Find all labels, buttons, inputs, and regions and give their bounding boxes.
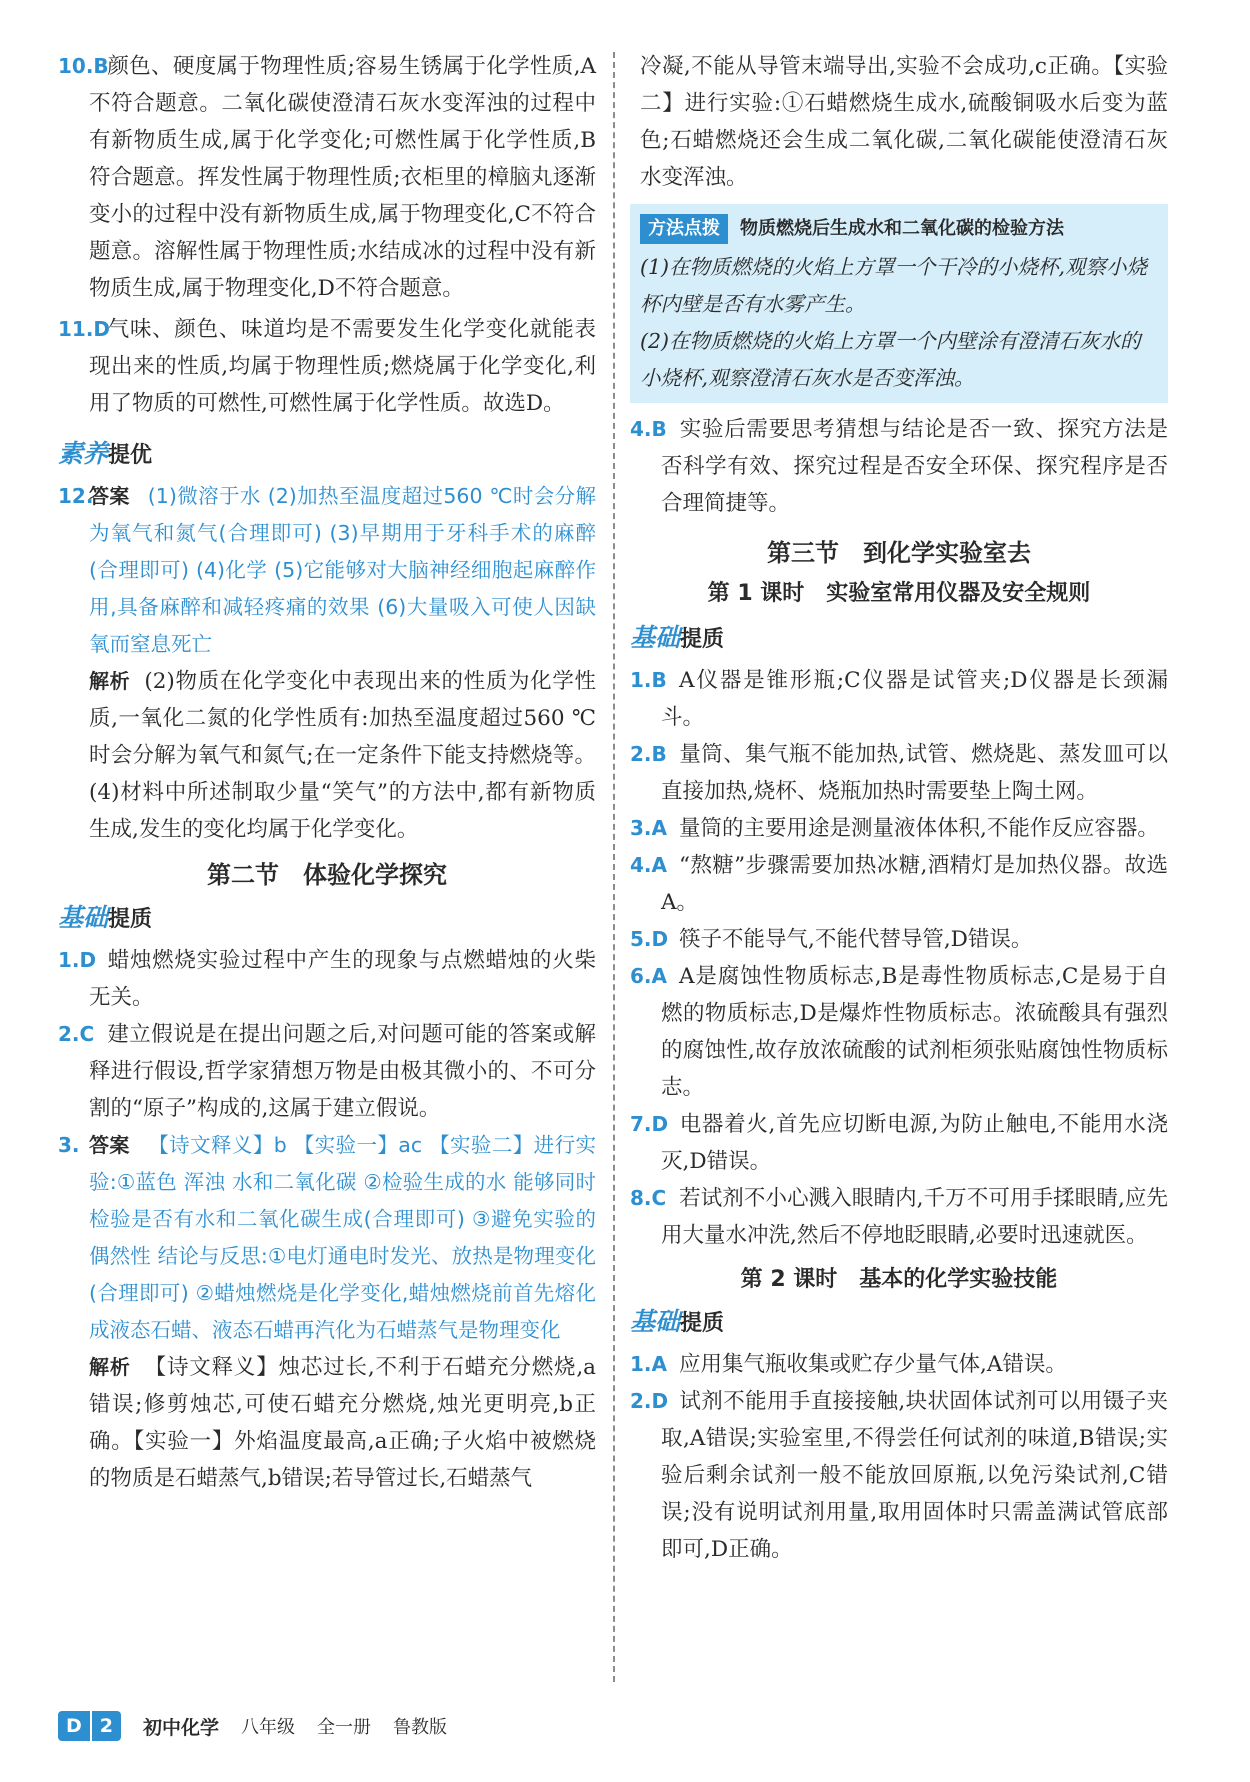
section-heading [58, 434, 596, 474]
analysis-label: 解析 [89, 1355, 131, 1379]
item-number: 10.B [58, 54, 109, 78]
analysis-text: 【诗文释义】烛芯过长,不利于石蜡充分燃烧,a错误;修剪烛芯,可使石蜡充分燃烧,烛光更明亮,b正确。【实验一】外焰温度最高,a正确;子火焰中被燃烧的物质是石蜡蒸气,b错误;若导管过长,石蜡蒸气 [89, 1355, 596, 1491]
chapter-title: 第二节 体验化学探究 [207, 861, 447, 889]
item-text: 颜色、硬度属于物理性质;容易生锈属于化学性质,A不符合题意。二氧化碳使澄清石灰水变浑浊的过程中有新物质生成,属于化学变化;可燃性属于化学性质,B符合题意。挥发性属于物理性质;衣柜里的樟脑丸逐渐变小的过程中没有新物质生成,属于物理变化,C不符合题意。溶解性属于物理性质;水结成冰的过程中没有新物质生成,属于物理变化,D不符合题意。 [89, 54, 596, 301]
tip-title: 物质燃烧后生成水和二氧化碳的检验方法 [740, 218, 1064, 239]
answer-item [630, 411, 1168, 522]
item-number: 1.D [58, 948, 97, 972]
item-text: A仪器是锥形瓶;C仪器是试管夹;D仪器是长颈漏斗。 [661, 668, 1168, 730]
section-heading-accent: 基础 [58, 903, 109, 932]
page-letter-badge: D [58, 1711, 90, 1741]
item-number: 1.B [630, 668, 667, 692]
item-text: 应用集气瓶收集或贮存少量气体,A错误。 [679, 1352, 1067, 1377]
lesson-title: 第 1 课时 实验室常用仪器及安全规则 [707, 581, 1091, 606]
tip-paragraph: (2)在物质燃烧的火焰上方罩一个内壁涂有澄清石灰水的小烧杯,观察澄清石灰水是否变浑浊。 [640, 329, 1141, 390]
tip-paragraph: (1)在物质燃烧的火焰上方罩一个干冷的小烧杯,观察小烧杯内壁是否有水雾产生。 [640, 255, 1148, 316]
footer-volume: 全一册 [317, 1717, 372, 1738]
item-number: 8.C [630, 1186, 667, 1210]
answer-key-label: 答案 [89, 1133, 130, 1157]
answer-item [630, 662, 1168, 736]
answer-key-label: 答案 [89, 484, 130, 508]
answer-item [58, 1016, 596, 1127]
section-heading-accent: 基础 [630, 1307, 681, 1336]
item-number: 2.D [630, 1389, 669, 1413]
item-number: 4.B [630, 417, 667, 441]
section-heading [58, 898, 596, 938]
item-text: 电器着火,首先应切断电源,为防止触电,不能用水浇灭,D错误。 [661, 1112, 1168, 1174]
continued-text [630, 48, 1168, 196]
item-number: 7.D [630, 1112, 669, 1136]
item-text: 量筒的主要用途是测量液体体积,不能作反应容器。 [679, 816, 1159, 841]
page-footer [58, 1708, 447, 1744]
item-text: 试剂不能用手直接接触,块状固体试剂可以用镊子夹取,A错误;实验室里,不得尝任何试剂的味道,B错误;实验后剩余试剂一般不能放回原瓶,以免污染试剂,C错误;没有说明试剂用量,取用固体时只需盖满试管底部即可,D正确。 [661, 1389, 1168, 1562]
item-text: 量筒、集气瓶不能加热,试管、燃烧匙、蒸发皿可以直接加热,烧杯、烧瓶加热时需要垫上陶土网。 [661, 742, 1168, 804]
section-heading [630, 618, 1168, 658]
item-number: 3.A [630, 816, 667, 840]
answer-item [630, 958, 1168, 1106]
answer-item [630, 1383, 1168, 1568]
answer-item [58, 48, 596, 307]
item-number: 3. [58, 1133, 80, 1157]
analysis-block [58, 1349, 596, 1497]
item-number: 2.C [58, 1022, 95, 1046]
item-number: 12. [58, 484, 94, 508]
answer-item [630, 1180, 1168, 1254]
page-number: 2 [92, 1711, 121, 1741]
section-heading-text: 提质 [680, 627, 725, 652]
item-text: 若试剂不小心溅入眼睛内,千万不可用手揉眼睛,应先用大量水冲洗,然后不停地眨眼睛,必要时迅速就医。 [661, 1186, 1168, 1248]
answer-text: (1)微溶于水 (2)加热至温度超过560 ℃时会分解为氧气和氮气(合理即可) (3)早期用于牙科手术的麻醉(合理即可) (4)化学 (5)它能够对大脑神经细胞起麻醉作用,具备麻醉和减轻疼痛的效果 (6)大量吸入可使人因缺氧而窒息死亡 [89, 484, 597, 656]
section-heading-accent: 素养 [58, 439, 109, 468]
section-heading-accent: 基础 [630, 623, 681, 652]
answer-item [58, 311, 596, 422]
answer-item [630, 1346, 1168, 1383]
answer-item [630, 736, 1168, 810]
answer-item [58, 1127, 596, 1349]
item-text: 蜡烛燃烧实验过程中产生的现象与点燃蜡烛的火柴无关。 [89, 948, 596, 1010]
chapter-title: 第三节 到化学实验室去 [767, 539, 1031, 567]
item-text: A是腐蚀性物质标志,B是毒性物质标志,C是易于自燃的物质标志,D是爆炸性物质标志。浓硫酸具有强烈的腐蚀性,故存放浓硫酸的试剂柜须张贴腐蚀性物质标志。 [661, 964, 1168, 1100]
item-number: 2.B [630, 742, 667, 766]
left-column [58, 48, 596, 1497]
item-number: 4.A [630, 853, 667, 877]
section-heading-text: 提优 [108, 443, 153, 468]
footer-grade: 八年级 [241, 1717, 296, 1738]
answer-item [630, 847, 1168, 921]
tip-badge: 方法点拨 [640, 214, 728, 244]
analysis-text: (2)物质在化学变化中表现出来的性质为化学性质,一氧化二氮的化学性质有:加热至温度超过560 ℃时会分解为氧气和氮气;在一定条件下能支持燃烧等。(4)材料中所述制取少量“笑气”的方法中,都有新物质生成,发生的变化均属于化学变化。 [89, 669, 596, 842]
right-column [630, 48, 1168, 1568]
tip-header [640, 210, 1158, 247]
method-tip-box [630, 204, 1168, 403]
item-text: 气味、颜色、味道均是不需要发生化学变化就能表现出来的性质,均属于物理性质;燃烧属于化学变化,利用了物质的可燃性,可燃性属于化学性质。故选D。 [89, 317, 596, 416]
item-number: 6.A [630, 964, 667, 988]
section-heading [630, 1302, 1168, 1342]
section-heading-text: 提质 [108, 907, 153, 932]
item-number: 11.D [58, 317, 111, 341]
analysis-label: 解析 [89, 669, 131, 693]
item-text: 实验后需要思考猜想与结论是否一致、探究方法是否科学有效、探究过程是否安全环保、探究程序是否合理简捷等。 [661, 417, 1168, 516]
column-divider [613, 52, 615, 1682]
item-text: 建立假说是在提出问题之后,对问题可能的答案或解释进行假设,哲学家猜想万物是由极其微小的、不可分割的“原子”构成的,这属于建立假说。 [89, 1022, 596, 1121]
answer-item [630, 1106, 1168, 1180]
item-number: 1.A [630, 1352, 667, 1376]
analysis-block [58, 663, 596, 848]
footer-edition: 鲁教版 [393, 1717, 448, 1738]
answer-item [58, 478, 596, 663]
section-heading-text: 提质 [680, 1311, 725, 1336]
answer-item [630, 810, 1168, 847]
footer-subject: 初中化学 [143, 1716, 220, 1739]
answer-item [58, 942, 596, 1016]
item-text: 冷凝,不能从导管末端导出,实验不会成功,c正确。【实验二】进行实验:①石蜡燃烧生成水,硫酸铜吸水后变为蓝色;石蜡燃烧还会生成二氧化碳,二氧化碳能使澄清石灰水变浑浊。 [640, 54, 1168, 190]
answer-item [630, 921, 1168, 958]
item-text: 筷子不能导气,不能代替导管,D错误。 [679, 927, 1033, 952]
item-text: “熬糖”步骤需要加热冰糖,酒精灯是加热仪器。故选A。 [661, 853, 1168, 915]
lesson-title: 第 2 课时 基本的化学实验技能 [740, 1267, 1058, 1292]
item-number: 5.D [630, 927, 669, 951]
answer-text: 【诗文释义】b 【实验一】ac 【实验二】进行实验:①蓝色 浑浊 水和二氧化碳 ②检验生成的水 能够同时检验是否有水和二氧化碳生成(合理即可) ③避免实验的偶然性 结论与反思:①电灯通电时发光、放热是物理变化(合理即可) ②蜡烛燃烧是化学变化,蜡烛燃烧前首先熔化成液态石蜡、液态石蜡再汽化为石蜡蒸气是物理变化 [89, 1133, 596, 1342]
